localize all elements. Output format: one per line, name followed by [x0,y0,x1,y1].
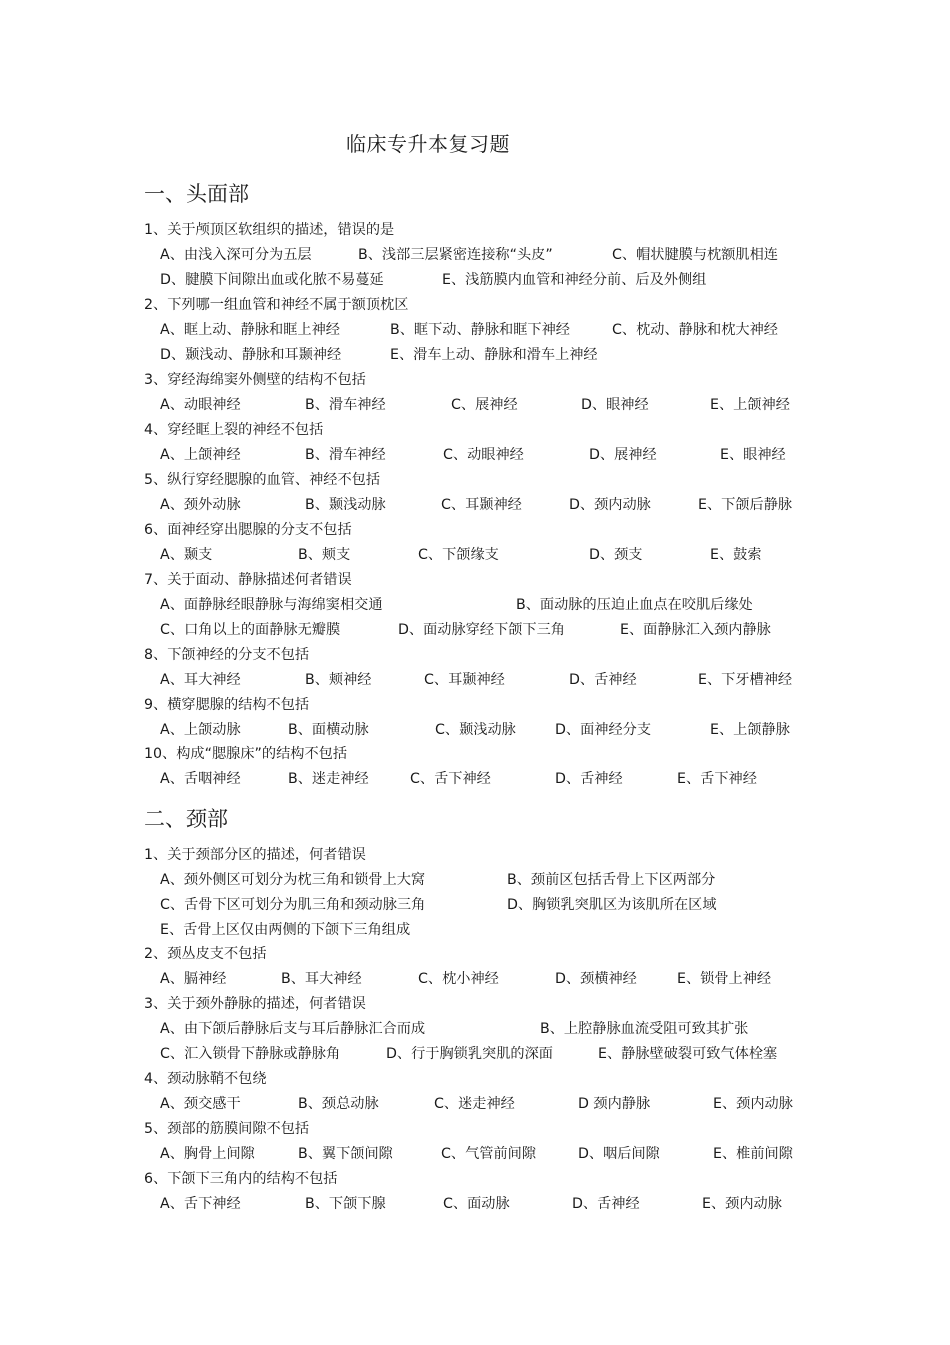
answer-option: A、颈外侧区可划分为枕三角和锁骨上大窝 [160,872,426,888]
answer-option: B、翼下颌间隙 [298,1146,393,1162]
question-stem: 1、关于颈部分区的描述，何者错误 [144,847,366,863]
answer-option: A、耳大神经 [160,672,241,688]
question-stem: 2、颈丛皮支不包括 [144,946,267,962]
answer-option: B、颊神经 [305,672,372,688]
answer-option: D、胸锁乳突肌区为该肌所在区域 [507,897,717,913]
answer-option: D 颈内静脉 [578,1096,651,1112]
answer-option: D、颈支 [589,547,643,563]
question-stem: 6、下颌下三角内的结构不包括 [144,1171,338,1187]
answer-option: E、鼓索 [710,547,762,563]
section-heading: 二、颈部 [144,807,228,831]
answer-option: C、汇入锁骨下静脉或静脉角 [160,1046,341,1062]
answer-option: D、行于胸锁乳突肌的深面 [386,1046,553,1062]
question-stem: 3、穿经海绵窦外侧壁的结构不包括 [144,372,366,388]
answer-option: C、耳颞神经 [441,497,522,513]
answer-option: C、口角以上的面静脉无瓣膜 [160,622,341,638]
question-stem: 6、面神经穿出腮腺的分支不包括 [144,522,352,538]
answer-option: A、眶上动、静脉和眶上神经 [160,322,340,338]
answer-option: A、胸骨上间隙 [160,1146,255,1162]
answer-option: D、面神经分支 [555,722,652,738]
answer-option: E、上颌神经 [710,397,790,413]
answer-option: A、舌下神经 [160,1196,241,1212]
answer-option: C、舌下神经 [410,771,491,787]
answer-option: C、动眼神经 [443,447,524,463]
answer-option: B、颊支 [298,547,351,563]
answer-option: E、颈内动脉 [702,1196,782,1212]
answer-option: E、滑车上动、静脉和滑车上神经 [390,347,598,363]
document-title: 临床专升本复习题 [346,132,510,156]
answer-option: E、颈内动脉 [713,1096,793,1112]
answer-option: B、颈前区包括舌骨上下区两部分 [507,872,716,888]
answer-option: A、上颌动脉 [160,722,241,738]
question-stem: 2、下列哪一组血管和神经不属于额顶枕区 [144,297,409,313]
answer-option: A、颈外动脉 [160,497,241,513]
answer-option: C、舌骨下区可划分为肌三角和颈动脉三角 [160,897,426,913]
answer-option: B、上腔静脉血流受阻可致其扩张 [540,1021,749,1037]
answer-option: A、上颌神经 [160,447,241,463]
answer-option: E、下牙槽神经 [698,672,793,688]
answer-option: B、浅部三层紧密连接称“头皮” [358,247,553,263]
question-stem: 5、纵行穿经腮腺的血管、神经不包括 [144,472,381,488]
answer-option: C、枕小神经 [418,971,499,987]
question-stem: 4、颈动脉鞘不包绕 [144,1071,267,1087]
answer-option: E、舌骨上区仅由两侧的下颌下三角组成 [160,922,411,938]
question-stem: 9、横穿腮腺的结构不包括 [144,697,310,713]
answer-option: A、由下颌后静脉后支与耳后静脉汇合而成 [160,1021,426,1037]
answer-option: B、颞浅动脉 [305,497,386,513]
answer-option: D、舌神经 [555,771,623,787]
answer-option: D、舌神经 [572,1196,640,1212]
answer-option: C、枕动、静脉和枕大神经 [612,322,778,338]
answer-option: E、舌下神经 [677,771,757,787]
answer-option: A、颈交感干 [160,1096,241,1112]
answer-option: B、下颌下腺 [305,1196,386,1212]
answer-option: C、展神经 [451,397,518,413]
answer-option: C、帽状腱膜与枕额肌相连 [612,247,778,263]
answer-option: E、浅筋膜内血管和神经分前、后及外侧组 [442,272,707,288]
answer-option: C、迷走神经 [434,1096,515,1112]
answer-option: B、耳大神经 [281,971,362,987]
answer-option: C、下颌缘支 [418,547,499,563]
answer-option: E、静脉壁破裂可致气体栓塞 [598,1046,778,1062]
answer-option: A、膈神经 [160,971,227,987]
answer-option: D、颈内动脉 [569,497,651,513]
answer-option: E、眼神经 [720,447,786,463]
question-stem: 4、穿经眶上裂的神经不包括 [144,422,324,438]
answer-option: E、椎前间隙 [713,1146,793,1162]
question-stem: 10、构成“腮腺床”的结构不包括 [144,746,348,762]
section-heading: 一、头面部 [144,182,249,206]
answer-option: A、面静脉经眼静脉与海绵窦相交通 [160,597,383,613]
question-stem: 7、关于面动、静脉描述何者错误 [144,572,352,588]
answer-option: C、气管前间隙 [441,1146,537,1162]
answer-option: A、颞支 [160,547,213,563]
answer-option: A、动眼神经 [160,397,241,413]
answer-option: D、咽后间隙 [578,1146,660,1162]
answer-option: E、锁骨上神经 [677,971,772,987]
answer-option: A、舌咽神经 [160,771,241,787]
answer-option: D、舌神经 [569,672,637,688]
answer-option: D、眼神经 [581,397,649,413]
question-stem: 8、下颌神经的分支不包括 [144,647,310,663]
answer-option: B、颈总动脉 [298,1096,379,1112]
answer-option: D、颞浅动、静脉和耳颞神经 [160,347,342,363]
answer-option: B、迷走神经 [288,771,369,787]
question-stem: 3、关于颈外静脉的描述，何者错误 [144,996,366,1012]
question-stem: 5、颈部的筋膜间隙不包括 [144,1121,310,1137]
answer-option: C、面动脉 [443,1196,510,1212]
answer-option: E、面静脉汇入颈内静脉 [620,622,771,638]
answer-option: D、面动脉穿经下颌下三角 [398,622,565,638]
answer-option: B、面横动脉 [288,722,369,738]
answer-option: C、耳颞神经 [424,672,505,688]
answer-option: A、由浅入深可分为五层 [160,247,312,263]
answer-option: D、腱膜下间隙出血或化脓不易蔓延 [160,272,384,288]
answer-option: B、面动脉的压迫止血点在咬肌后缘处 [516,597,753,613]
answer-option: E、上颌静脉 [710,722,790,738]
answer-option: D、展神经 [589,447,657,463]
answer-option: B、眶下动、静脉和眶下神经 [390,322,570,338]
answer-option: B、滑车神经 [305,447,386,463]
question-stem: 1、关于颅顶区软组织的描述，错误的是 [144,222,395,238]
answer-option: E、下颌后静脉 [698,497,793,513]
answer-option: C、颞浅动脉 [435,722,516,738]
answer-option: D、颈横神经 [555,971,637,987]
answer-option: B、滑车神经 [305,397,386,413]
